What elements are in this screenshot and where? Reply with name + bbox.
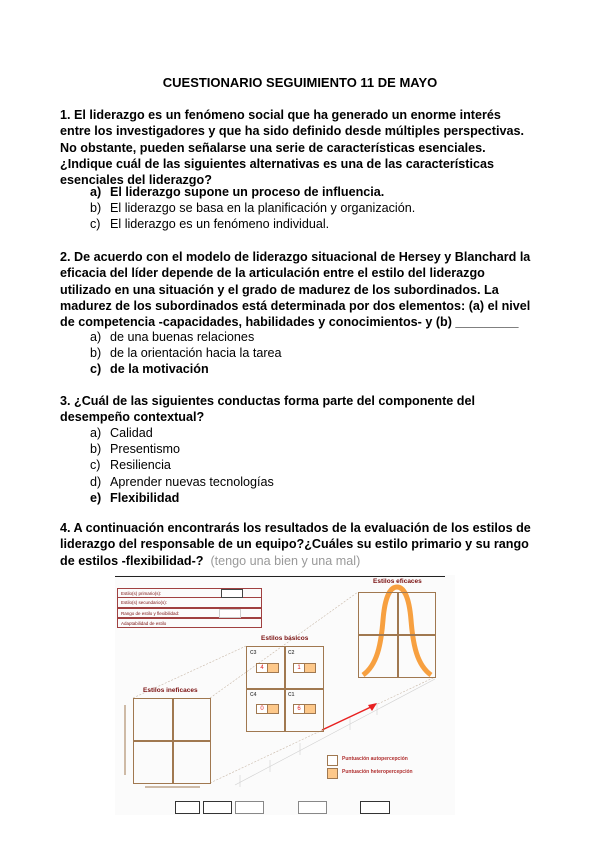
question-line: 4. A continuación encontrarás los resultados de la evaluación de los estilos de	[60, 521, 531, 535]
legend-swatch-other	[327, 768, 338, 779]
option: b) Presentismo	[90, 442, 180, 457]
figure-button[interactable]	[298, 801, 327, 814]
question-4	[60, 520, 540, 569]
question-1-options	[90, 184, 415, 233]
question-1	[60, 107, 540, 188]
option: a) El liderazgo supone un proceso de influencia.	[90, 185, 385, 199]
question-line: ¿Indique cuál de las siguientes alternativas es una de las características	[60, 156, 494, 171]
other-score	[267, 704, 279, 714]
figure-button[interactable]	[203, 801, 232, 814]
self-score: 4	[256, 663, 268, 673]
question-line: eficacia del líder depende de la articulación entre el estilo del liderazgo	[60, 266, 485, 281]
question-line: entre los investigadores y que ha sido definido desde múltiples perspectivas.	[60, 124, 525, 139]
option: c) Resiliencia	[90, 458, 171, 473]
question-line: liderazgo del responsable de un equipo?¿Cuáles su estilo primario y su rango	[60, 537, 529, 552]
question-line: de estilos -flexibilidad-? (tengo una bien y una mal)	[60, 553, 361, 568]
option: c) El liderazgo es un fenómeno individual.	[90, 217, 330, 232]
self-score: 6	[293, 704, 305, 714]
question-line: 1. El liderazgo es un fenómeno social que ha generado un enorme interés	[60, 108, 501, 122]
other-score	[267, 663, 279, 673]
form-row: Adaptabilidad de estilo	[117, 618, 262, 628]
quadrant-label: C3	[250, 650, 257, 656]
leadership-styles-figure	[115, 575, 455, 815]
form-row: Rango de estilo y flexibilidad:	[117, 608, 262, 618]
question-3	[60, 393, 540, 426]
option: e) Flexibilidad	[90, 490, 180, 505]
red-arrow	[322, 706, 373, 730]
question-line: esenciales del liderazgo?	[60, 173, 212, 188]
question-line: de competencia -capacidades, habilidades y conocimientos- y (b) _________	[60, 315, 519, 330]
legend-swatch-self	[327, 755, 338, 766]
question-line: madurez de los subordinados está determinada por dos elementos: (a) el nivel	[60, 298, 531, 313]
form-button[interactable]	[221, 589, 243, 598]
form-row: Estilo(s) primario(s):	[117, 588, 262, 598]
ineffective-styles-grid	[133, 698, 211, 784]
ineffective-styles-title: Estilos ineficaces	[143, 687, 198, 694]
quadrant-label: C4	[250, 692, 257, 698]
self-score: 0	[256, 704, 268, 714]
option: a) de una buenas relaciones	[90, 330, 255, 344]
handwritten-note: (tengo una bien y una mal)	[210, 553, 361, 568]
legend-label: Puntuación heteropercepción	[342, 769, 413, 775]
legend-label: Puntuación autopercepción	[342, 756, 408, 762]
other-score	[304, 663, 316, 673]
option: c) de la motivación	[90, 362, 209, 377]
form-row: Estilo(s) secundario(s):	[117, 598, 262, 608]
basic-styles-grid	[246, 646, 324, 732]
document-title: CUESTIONARIO SEGUIMIENTO 11 DE MAYO	[162, 75, 438, 90]
figure-button[interactable]	[360, 801, 390, 814]
self-score: 1	[293, 663, 305, 673]
question-line: utilizado en una situación y el grado de madurez de los subordinados. La	[60, 282, 499, 297]
option: b) El liderazgo se basa en la planificación y organización.	[90, 201, 416, 216]
quadrant-label: C1	[288, 692, 295, 698]
question-line: 3. ¿Cuál de las siguientes conductas forma parte del componente del	[60, 394, 475, 408]
question-line: desempeño contextual?	[60, 410, 205, 425]
effective-styles-grid	[358, 592, 436, 678]
other-score	[304, 704, 316, 714]
quadrant-label: C2	[288, 650, 295, 656]
effective-styles-title: Estilos eficaces	[373, 578, 422, 585]
basic-styles-title: Estilos básicos	[261, 635, 309, 642]
question-2	[60, 249, 540, 330]
question-2-options	[90, 329, 282, 378]
option: d) Aprender nuevas tecnologías	[90, 474, 274, 489]
figure-button[interactable]	[235, 801, 264, 814]
option: b) de la orientación hacia la tarea	[90, 346, 282, 361]
option: a) Calidad	[90, 426, 153, 440]
question-3-options	[90, 425, 274, 506]
form-button[interactable]	[219, 609, 241, 618]
question-line: No obstante, pueden señalarse una serie de características esenciales.	[60, 140, 486, 155]
figure-button[interactable]	[175, 801, 200, 814]
question-line: 2. De acuerdo con el modelo de liderazgo situacional de Hersey y Blanchard la	[60, 250, 531, 264]
